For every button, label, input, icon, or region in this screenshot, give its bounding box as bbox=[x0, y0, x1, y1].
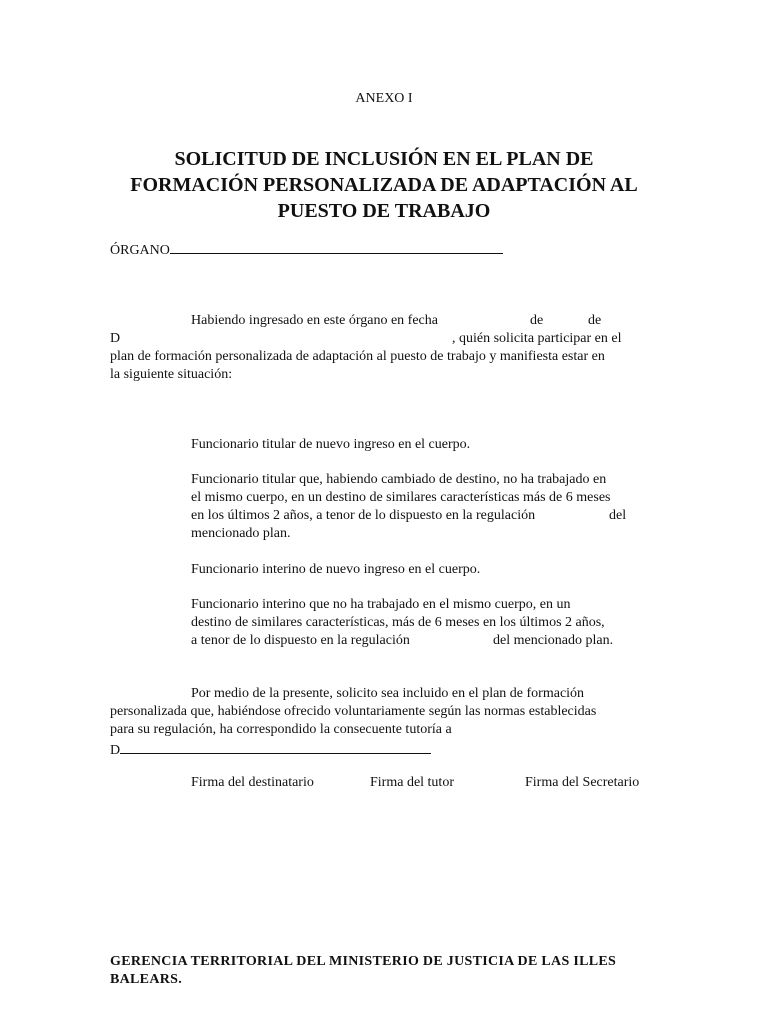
intro-line-1b: de bbox=[530, 313, 544, 328]
title-line-1: SOLICITUD DE INCLUSIÓN EN EL PLAN DE bbox=[174, 148, 594, 170]
tutor-blank[interactable] bbox=[120, 740, 431, 754]
signature-secretary: Firma del Secretario bbox=[525, 775, 640, 790]
footer-line-1: GERENCIA TERRITORIAL DEL MINISTERIO DE JUSTICIA DE LAS ILLES bbox=[110, 954, 617, 969]
signature-tutor: Firma del tutor bbox=[370, 775, 454, 790]
request-line-2: personalizada que, habiéndose ofrecido voluntariamente según las normas establecidas bbox=[110, 704, 597, 719]
option-2-line-4: mencionado plan. bbox=[191, 526, 291, 541]
option-4-line-2: destino de similares características, más de 6 meses en los últimos 2 años, bbox=[191, 615, 605, 630]
intro-line-4: la siguiente situación: bbox=[110, 367, 233, 382]
signature-recipient: Firma del destinatario bbox=[191, 775, 314, 790]
organo-field bbox=[110, 240, 503, 259]
request-line-3: para su regulación, ha correspondido la consecuente tutoría a bbox=[110, 722, 452, 737]
title-line-2: FORMACIÓN PERSONALIZADA DE ADAPTACIÓN AL bbox=[130, 174, 638, 196]
option-4-line-1: Funcionario interino que no ha trabajado en el mismo cuerpo, en un bbox=[191, 597, 571, 612]
footer-organization bbox=[110, 953, 616, 989]
option-2-line-3-tail: del bbox=[609, 508, 627, 523]
footer-line-2: BALEARS. bbox=[110, 972, 183, 987]
option-2-line-1: Funcionario titular que, habiendo cambiado de destino, no ha trabajado en bbox=[191, 472, 607, 487]
intro-line-2a: D bbox=[110, 331, 121, 346]
annex-label: ANEXO I bbox=[355, 91, 413, 106]
option-4-line-3-tail: del mencionado plan. bbox=[493, 633, 614, 648]
document-title bbox=[0, 146, 768, 224]
intro-line-1c: de bbox=[588, 313, 602, 328]
organo-label: ÓRGANO bbox=[110, 243, 170, 258]
intro-line-3: plan de formación personalizada de adaptación al puesto de trabajo y manifiesta estar en bbox=[110, 349, 605, 364]
option-2-line-2: el mismo cuerpo, en un destino de similares características más de 6 meses bbox=[191, 490, 611, 505]
request-line-1: Por medio de la presente, solicito sea incluido en el plan de formación bbox=[191, 686, 585, 701]
option-4-line-3: a tenor de lo dispuesto en la regulación bbox=[191, 633, 410, 648]
option-1-line-1: Funcionario titular de nuevo ingreso en el cuerpo. bbox=[191, 437, 471, 452]
option-3-line-1: Funcionario interino de nuevo ingreso en el cuerpo. bbox=[191, 562, 481, 577]
intro-line-2b: , quién solicita participar en el bbox=[452, 331, 622, 346]
option-2-line-3: en los últimos 2 años, a tenor de lo dispuesto en la regulación bbox=[191, 508, 536, 523]
intro-line-1a: Habiendo ingresado en este órgano en fecha bbox=[191, 313, 438, 328]
tutor-label: D bbox=[110, 743, 121, 758]
tutor-field bbox=[110, 740, 431, 759]
organo-blank[interactable] bbox=[170, 240, 503, 254]
title-line-3: PUESTO DE TRABAJO bbox=[277, 200, 491, 222]
